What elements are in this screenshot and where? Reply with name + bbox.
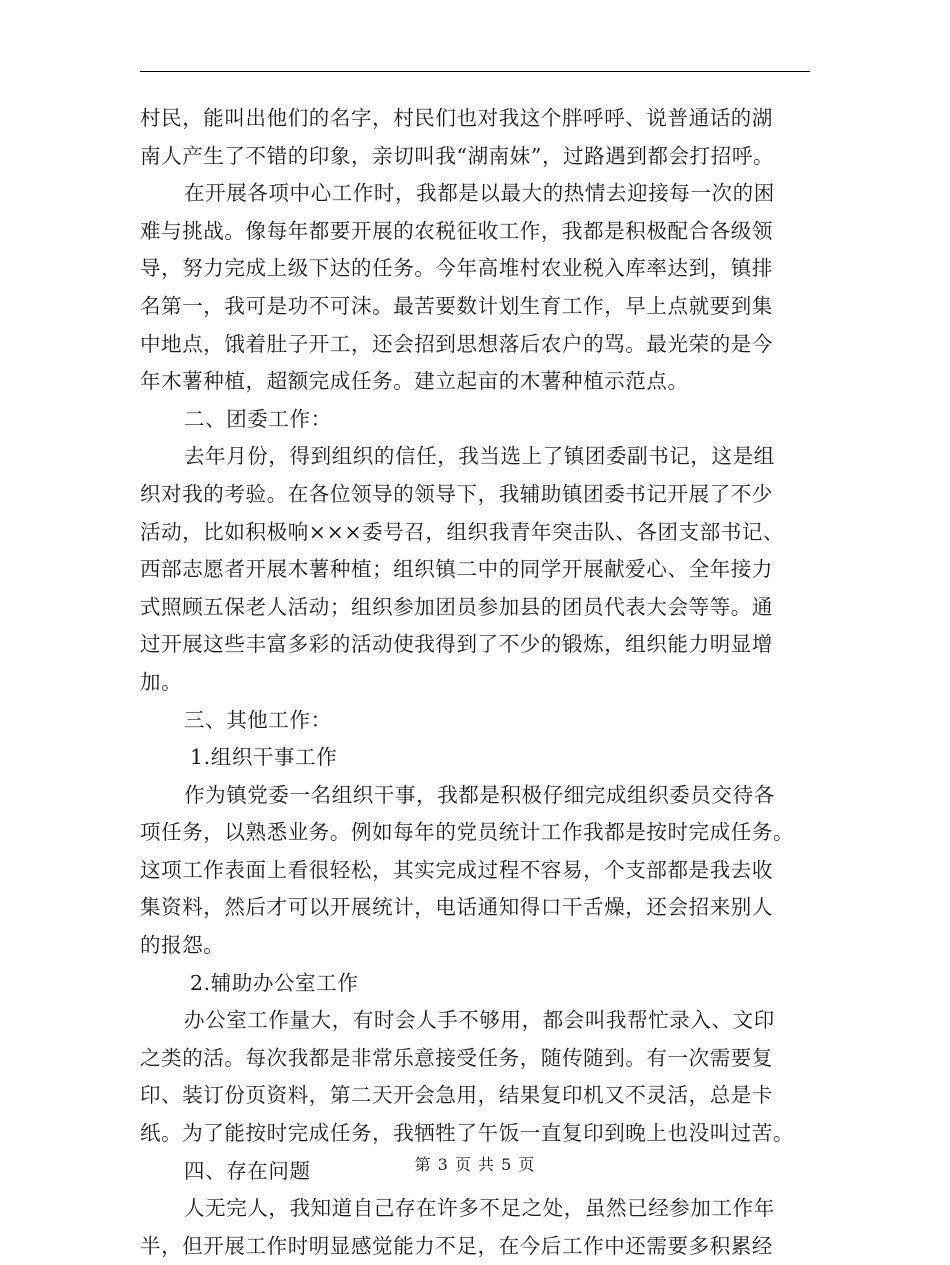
text-line: 之类的活。每次我都是非常乐意接受任务，随传随到。有一次需要复 (140, 1045, 773, 1070)
text-line: 印、装订份页资料，第二天开会急用，结果复印机又不灵活，总是卡 (140, 1083, 773, 1108)
text-line: 的报怨。 (140, 933, 225, 958)
text-line: 作为镇党委一名组织干事，我都是积极仔细完成组织委员交待各 (184, 782, 775, 807)
text-line: 难与挑战。像每年都要开展的农税征收工作，我都是积极配合各级领 (140, 218, 773, 243)
text-line: 三、其他工作： (184, 707, 332, 732)
text-line: 南人产生了不错的印象，亲切叫我“湖南妹”，过路遇到都会打招呼。 (140, 143, 775, 168)
text-line: 年木薯种植，超额完成任务。建立起亩的木薯种植示范点。 (140, 369, 689, 394)
text-line: 过开展这些丰富多彩的活动使我得到了不少的锻炼，组织能力明显增 (140, 632, 773, 657)
text-line: 加。 (140, 669, 183, 694)
text-line: 这项工作表面上看很轻松，其实完成过程不容易，个支部都是我去收 (140, 857, 773, 882)
page-number: 第 3 页 共 5 页 (414, 1155, 536, 1174)
text-line: 集资料，然后才可以开展统计，电话通知得口干舌燥，还会招来别人 (140, 895, 773, 920)
text-line: 项任务，以熟悉业务。例如每年的党员统计工作我都是按时完成任务。 (140, 820, 795, 845)
text-line: 二、团委工作： (184, 406, 332, 431)
text-line: 中地点，饿着肚子开工，还会招到思想落后农户的骂。最光荣的是今 (140, 331, 773, 356)
text-line: 织对我的考验。在各位领导的领导下，我辅助镇团委书记开展了不少 (140, 481, 773, 506)
text-line: 导，努力完成上级下达的任务。今年高堆村农业税入库率达到，镇排 (140, 256, 773, 281)
text-line: 纸。为了能按时完成任务，我牺牲了午饭一直复印到晚上也没叫过苦。 (140, 1121, 795, 1146)
header-rule (140, 71, 810, 72)
text-line: 西部志愿者开展木薯种植；组织镇二中的同学开展献爱心、全年接力 (140, 557, 773, 582)
text-line: 人无完人，我知道自己存在许多不足之处，虽然已经参加工作年 (184, 1196, 775, 1221)
text-line: 在开展各项中心工作时，我都是以最大的热情去迎接每一次的困 (184, 181, 775, 206)
text-line: 活动，比如积极响×××委号召，组织我青年突击队、各团支部书记、 (140, 519, 785, 544)
text-line: 去年月份，得到组织的信任，我当选上了镇团委副书记，这是组 (184, 444, 775, 469)
text-line: 四、存在问题 (184, 1158, 311, 1183)
text-line: 1.组织干事工作 (190, 745, 338, 770)
text-line: 式照顾五保老人活动；组织参加团员参加县的团员代表大会等等。通 (140, 594, 773, 619)
text-line: 办公室工作量大，有时会人手不够用，都会叫我帮忙录入、文印 (184, 1008, 775, 1033)
document-body (140, 100, 820, 1265)
text-line: 名第一，我可是功不可沫。最苦要数计划生育工作，早上点就要到集 (140, 293, 773, 318)
text-line: 半，但开展工作时明显感觉能力不足，在今后工作中还需要多积累经 (140, 1233, 773, 1258)
text-line: 村民，能叫出他们的名字，村民们也对我这个胖呼呼、说普通话的湖 (140, 106, 773, 130)
text-line: 2.辅助办公室工作 (190, 970, 359, 995)
